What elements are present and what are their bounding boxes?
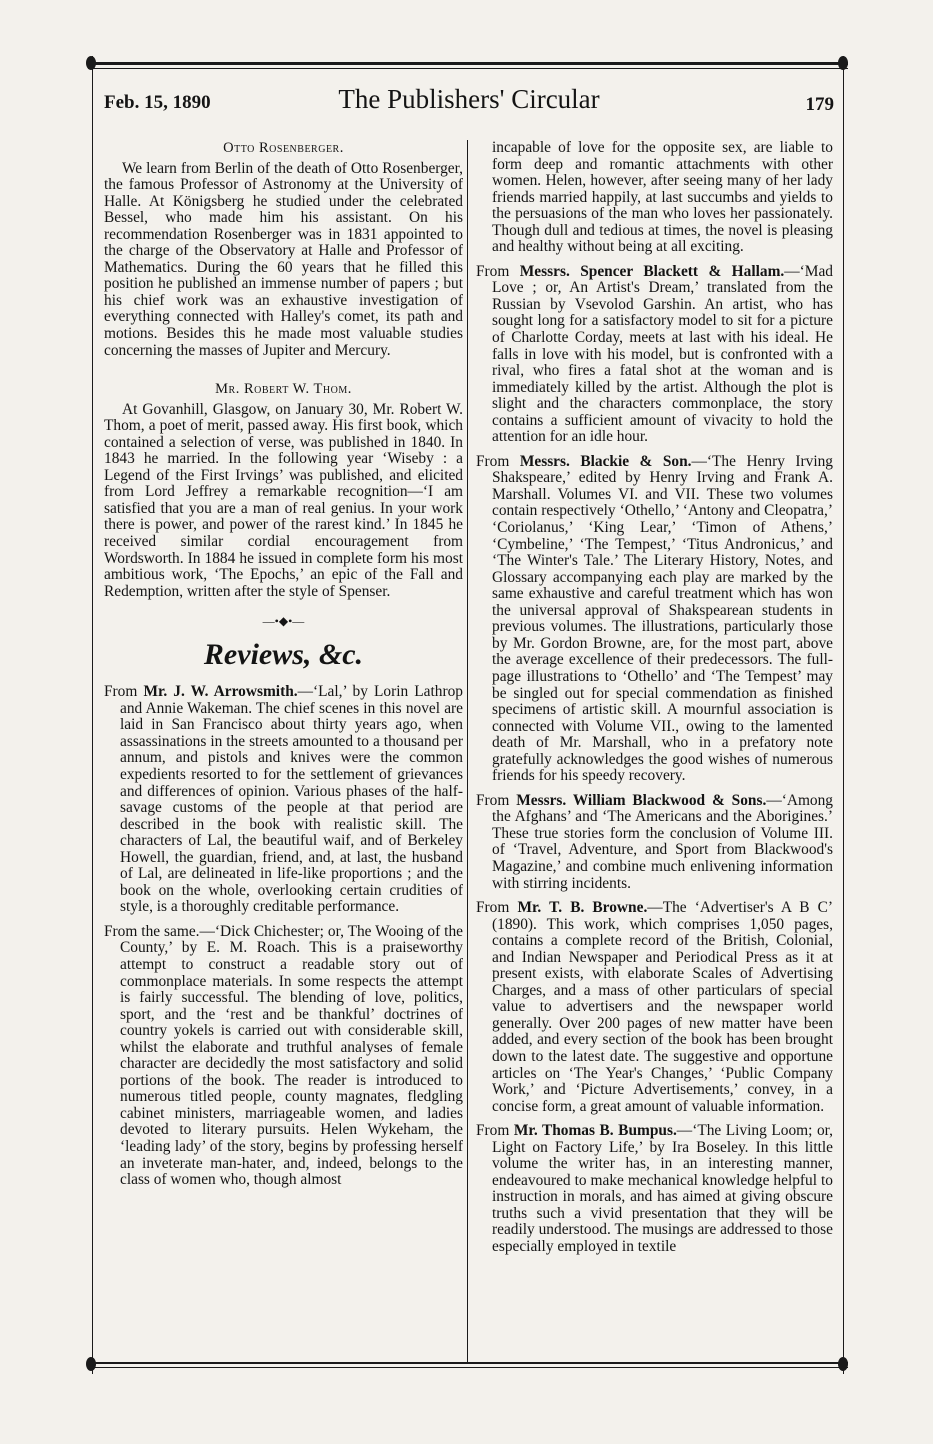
left-column bbox=[104, 140, 463, 1197]
right-column bbox=[476, 140, 833, 1264]
column-divider bbox=[467, 140, 468, 1362]
review-entry bbox=[476, 793, 833, 892]
obituary-text: At Govanhill, Glasgow, on January 30, Mr. Robert W. Thom, a poet of merit, passed away. His first book, which contained a selection of verse, was published in 1840. In 1843 he married. In the following year ‘Wiseby : a Legend of the First Irvings’ was published, and elicited from Lord Jeffrey a remarkable recognition—‘I am satisfied that you are a man of real genius. In your work there is power, and power of the rarest kind.’ In 1845 he received similar cordial encouragement from Wordsworth. In 1884 he issued in complete form his most ambitious work, ‘The Epochs,’ an epic of the Fall and Redemption, written after the style of Spenser. bbox=[104, 400, 463, 600]
section-gap bbox=[104, 359, 463, 381]
review-text: —‘The Henry Irving Shakspeare,’ edited by Henry Irving and Frank A. Marshall. Volumes VI. and VII. These two volumes contain respectively ‘Othello,’ ‘Antony and Cleopatra,’ ‘Coriolanus,’ ‘King Lear,’ ‘Timon of Athens,’ ‘Cymbeline,’ ‘The Tempest,’ ‘Titus Andronicus,’ and ‘The Winter's Tale.’ The Literary History, Notes, and Glossary accompanying each play are marked by the same exhaustive and careful treatment which has won the universal approval of Shakspearean students in previous volumes. The illustrations, particularly those by Mr. Gordon Browne, are, for the most part, above the average excellence of their predecessors. The full-page illustrations to ‘Othello’ and ‘The Tempest’ may be singled out for special commendation as finished specimens of artistic skill. A mournful association is connected with Volume VII., owing to the lamented death of Mr. Marshall, who in a prefatory note gratefully acknowledges the good wishes of numerous friends for his speedy recovery. bbox=[492, 452, 833, 785]
obituary-heading: Otto Rosenberger. bbox=[223, 140, 344, 156]
corner-ornament-top-right bbox=[838, 56, 848, 70]
obituary-heading: Mr. Robert W. Thom. bbox=[215, 381, 352, 398]
issue-date: Feb. 15, 1890 bbox=[104, 92, 211, 113]
reviews-heading: Reviews, &c. bbox=[203, 638, 364, 672]
bottom-rule bbox=[88, 1362, 848, 1364]
review-source: the same. bbox=[141, 922, 200, 940]
review-entry bbox=[476, 1123, 833, 1255]
review-entry bbox=[104, 684, 463, 916]
left-border-rule bbox=[92, 56, 93, 1374]
review-source: Messrs. Blackie & Son. bbox=[519, 452, 692, 470]
review-entry bbox=[476, 454, 833, 785]
review-lead: From bbox=[476, 452, 510, 470]
section-divider: —•◆•— bbox=[262, 614, 305, 629]
review-lead: From bbox=[476, 1122, 510, 1140]
review-source: Mr. T. B. Browne. bbox=[517, 899, 648, 917]
review-source: Mr. Thomas B. Bumpus. bbox=[513, 1122, 677, 1140]
review-text: —‘Mad Love ; or, An Artist's Dream,’ translated from the Russian by Vsevolod Garshin. An artist, who has sought long for a satisfactory model to sit for a picture of Charlotte Corday, meets at last with his ideal. He falls in love with his model, but is confronted with a rival, who fires a fatal shot at the woman and is immediately killed by the artist. Although the plot is slight and the characters commonplace, the story contains a sufficient amount of vivacity to hold the attention for an idle hour. bbox=[492, 262, 833, 446]
review-lead: From bbox=[476, 262, 510, 280]
obituary-text: We learn from Berlin of the death of Otto Rosenberger, the famous Professor of Astronomy at the University of Halle. At Königsberg he studied under the celebrated Bessel, who made him his assistant. On his recommendation Rosenberger was in 1831 appointed to the charge of the Observatory at Halle and Professor of Mathematics. During the 60 years that he filled this position he published an immense number of papers ; but his chief work was an exhaustive investigation of everything connected with Halley's comet, its path and motions. Besides this he made most valuable studies concerning the masses of Jupiter and Mercury. bbox=[104, 159, 463, 359]
bottom-rule-thin bbox=[88, 1367, 848, 1368]
review-entry bbox=[476, 264, 833, 446]
review-text: —‘The Living Loom; or, Light on Factory Life,’ by Ira Boseley. In this little volume the writer has, in an interesting manner, endeavoured to make mechanical knowledge helpful to instruction in morals, and has aimed at giving obscure truths such a vivid presentation that they will be readily understood. The musings are addressed to those especially employed in textile bbox=[492, 1122, 833, 1255]
publication-title: The Publishers' Circular bbox=[338, 84, 600, 114]
top-rule-thin bbox=[88, 68, 848, 69]
review-text: —‘Among the Afghans’ and ‘The Americans and the Aborigines.’ These true stories form the conclusion of Volume III. of ‘Travel, Adventure, and Sport from Blackwood's Magazine,’ and combine much enlivening information with stirring incidents. bbox=[492, 791, 834, 892]
review-lead: From bbox=[476, 899, 510, 917]
top-rule bbox=[88, 62, 848, 65]
review-text: —‘Dick Chichester; or, The Wooing of the County,’ by E. M. Roach. This is a praiseworthy attempt to construct a readable story out of commonplace materials. In some respects the attempt is fairly successful. The blending of love, politics, sport, and the ‘rest and be thankful’ doctrines of country yokels is carried out with considerable skill, whilst the elaborate and truthful analyses of female character are decidedly the most satisfactory and solid portions of the book. The reader is introduced to numerous titled people, county magnates, fledgling cabinet ministers, marriageable women, and ladies devoted to literary pursuits. Helen Wykeham, the ‘leading lady’ of the story, begins by professing herself an inveterate man-hater, and, indeed, belongs to the class of women who, though almost bbox=[120, 922, 463, 1189]
corner-ornament-top-left bbox=[86, 56, 96, 70]
review-lead: From bbox=[104, 922, 138, 940]
corner-ornament-bottom-left bbox=[86, 1357, 96, 1371]
right-border-rule bbox=[843, 56, 844, 1374]
review-entry bbox=[476, 900, 833, 1115]
review-continuation: incapable of love for the opposite sex, are liable to form deep and romantic attachments with other women. Helen, however, after seeing many of her lady friends married happily, at last succumbs and yields to the persuasions of the man who loves her passionately. Though dull and tedious at times, the novel is pleasing and healthy without being at all exciting. bbox=[492, 139, 833, 256]
review-source: Messrs. William Blackwood & Sons. bbox=[516, 791, 767, 809]
review-lead: From bbox=[104, 683, 138, 701]
corner-ornament-bottom-right bbox=[838, 1357, 848, 1371]
review-entry bbox=[104, 924, 463, 1189]
review-text: —The ‘Advertiser's A B C’ (1890). This work, which comprises 1,050 pages, contains a complete record of the British, Colonial, and Indian Newspaper and Periodical Press as it at present exists, with elaborate Scales of Advertising Charges, and a mass of other particulars of special value to advertisers and the newspaper world generally. Over 200 pages of new matter have been added, and every section of the book has been brought down to the latest date. The suggestive and opportune articles on ‘The Year's Changes,’ ‘Public Company Work,’ and ‘Picture Advertisements,’ convey, in a concise form, a great amount of valuable information. bbox=[492, 899, 833, 1115]
page-header bbox=[104, 84, 834, 120]
review-source: Mr. J. W. Arrowsmith. bbox=[143, 683, 298, 701]
review-source: Messrs. Spencer Blackett & Hallam. bbox=[519, 262, 785, 280]
review-lead: From bbox=[476, 791, 510, 809]
review-text: —‘Lal,’ by Lorin Lathrop and Annie Wakeman. The chief scenes in this novel are laid in San Francisco about thirty years ago, when assassinations in the streets amounted to a thousand per annum, and pistols and knives were the common expedients resorted to for the settlement of grievances and differences of opinion. Various phases of the half-savage customs of the people at that period are described in the book with realistic skill. The characters of Lal, the beautiful waif, and of Berkeley Howell, the guardian, friend, and, at last, the husband of Lal, are delineated in life-like proportions ; and the book on the whole, overlooking certain crudities of style, is a thoroughly creditable performance. bbox=[120, 683, 463, 916]
page-number: 179 bbox=[805, 94, 834, 115]
